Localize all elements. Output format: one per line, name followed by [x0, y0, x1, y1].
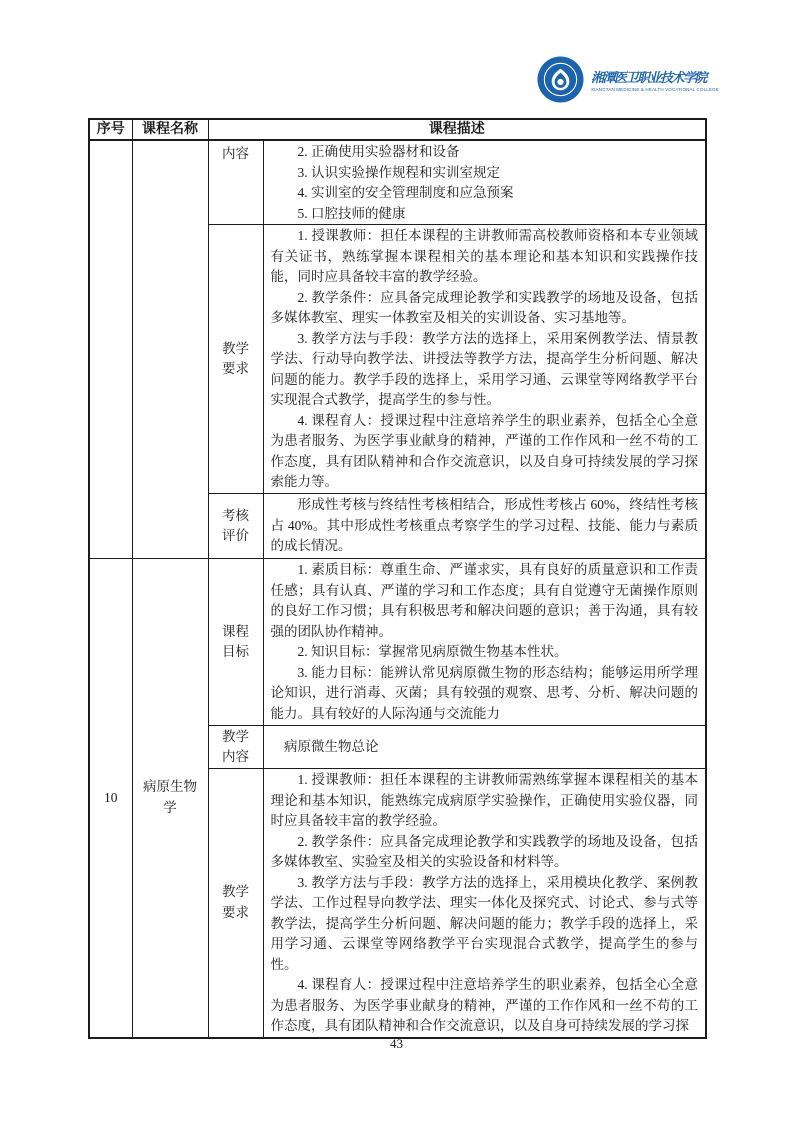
list-item: 2. 正确使用实验器材和设备 — [297, 144, 460, 159]
paragraph: 2. 知识目标：掌握常见病原微生物基本性状。 — [297, 644, 568, 659]
paragraph: 2. 教学条件：应具备完成理论教学和实践教学的场地及设备，包括多媒体教室、理实一体教室及相关的实训设备、实习基地等。 — [270, 289, 698, 325]
course-name: 病原生物学 — [143, 779, 197, 815]
paragraph: 1. 授课教师：担任本课程的主讲教师需熟练掌握本课程相关的基本理论和基本知识，能熟练完成病原学实验操作，正确使用实验仪器，同时应具备较丰富的教学经验。 — [270, 772, 698, 828]
paragraph: 病原微生物总论 — [284, 739, 379, 755]
page-number: 43 — [390, 1036, 403, 1051]
table-row — [89, 559, 706, 726]
teaching-requirements-cell — [263, 769, 706, 1038]
course-description-table — [88, 118, 707, 1039]
content-list-cell — [263, 140, 706, 225]
teaching-content-cell — [263, 726, 706, 769]
row-label-assessment: 考核评价 — [208, 494, 263, 559]
college-logo — [537, 56, 793, 103]
row-label-course-goals: 课程目标 — [208, 559, 263, 726]
paragraph: 3. 教学方法与手段：教学方法的选择上，采用案例教学法、情景教学法、行动导向教学法、讲授法等教学方法，提高学生分析问题、解决问题的能力。教学手段的选择上，采用学习通、云课堂等网络教学平台实现混合式教学，提高学生的参与性。 — [270, 330, 698, 407]
teaching-requirements-cell — [263, 225, 706, 494]
list-item: 5. 口腔技师的健康 — [297, 205, 406, 221]
header-course-description: 课程描述 — [208, 119, 706, 140]
row-label-teaching-content: 教学内容 — [208, 726, 263, 769]
header-course-name: 课程名称 — [132, 119, 208, 140]
list-item: 3. 认识实验操作规程和实训室规定 — [297, 164, 500, 180]
seq-cell-10: 10 — [89, 559, 132, 1038]
college-name-cn: 湘潭医卫职业技术学院 — [591, 69, 707, 85]
paragraph: 3. 能力目标：能辨认常见病原微生物的形态结构；能够运用所学理论知识，进行消毒、灭菌；具有较强的观察、思考、分析、解决问题的能力。具有较好的人际沟通与交流能力 — [270, 664, 698, 721]
paragraph: 4. 课程育人：授课过程中注意培养学生的职业素养，包括全心全意为患者服务、为医学事业献身的精神，严谨的工作作风和一丝不苟的工作态度，具有团队精神和合作交流意识，以及自身可持续发展的学习探索能力等。 — [270, 412, 698, 489]
college-logo-text — [591, 67, 793, 93]
row-label-teaching-requirements: 教学要求 — [208, 225, 263, 494]
list-item: 4. 实训室的安全管理制度和应急预案 — [297, 185, 514, 200]
seq-cell-empty — [89, 140, 132, 559]
table-row — [89, 140, 706, 225]
paragraph: 3. 教学方法与手段：教学方法的选择上，采用模块化教学、案例教学法、工作过程导向教学法、理实一体化及探究式、讨论式、参与式等教学法，提高学生分析问题、解决问题的能力；教学手段的选择上，采用学习通、云课堂等网络教学平台实现混合式教学，提高学生的参与性。 — [270, 874, 698, 972]
table-header-row — [89, 119, 706, 140]
assessment-cell — [263, 494, 706, 559]
course-cell-empty — [132, 140, 208, 559]
paragraph: 1. 授课教师：担任本课程的主讲教师需高校教师资格和本专业领域有关证书，熟练掌握本课程相关的基本理论和基本知识和实践操作技能，同时应具备较丰富的教学经验。 — [270, 228, 698, 284]
paragraph: 形成性考核与终结性考核相结合，形成性考核占 60%，终结性考核占 40%。其中形成性考核重点考察学生的学习过程、技能、能力与素质的成长情况。 — [270, 497, 698, 553]
paragraph: 4. 课程育人：授课过程中注意培养学生的职业素养，包括全心全意为患者服务、为医学事业献身的精神，严谨的工作作风和一丝不苟的工作态度，具有团队精神和合作交流意识，以及自身可持续发展的学习探 — [270, 977, 698, 1033]
row-label-teaching-requirements: 教学要求 — [208, 769, 263, 1038]
paragraph: 2. 教学条件：应具备完成理论教学和实践教学的场地及设备，包括多媒体教室、实验室及相关的实验设备和材料等。 — [270, 833, 698, 869]
row-label-content: 内容 — [208, 140, 263, 225]
college-logo-emblem — [537, 56, 584, 103]
header-seq: 序号 — [89, 119, 132, 140]
course-cell-pathogenic-biology — [132, 559, 208, 1038]
paragraph: 1. 素质目标：尊重生命、严谨求实，具有良好的质量意识和工作责任感；具有认真、严谨的学习和工作态度；具有自觉遵守无菌操作原则的良好工作习惯；具有积极思考和解决问题的意识；善于沟通，具有较强的团队协作精神。 — [270, 562, 698, 639]
college-name-en: XIANGTAN MEDICINE & HEALTH VOCATIONAL COLLEGE — [591, 86, 719, 92]
course-goals-cell — [263, 559, 706, 726]
